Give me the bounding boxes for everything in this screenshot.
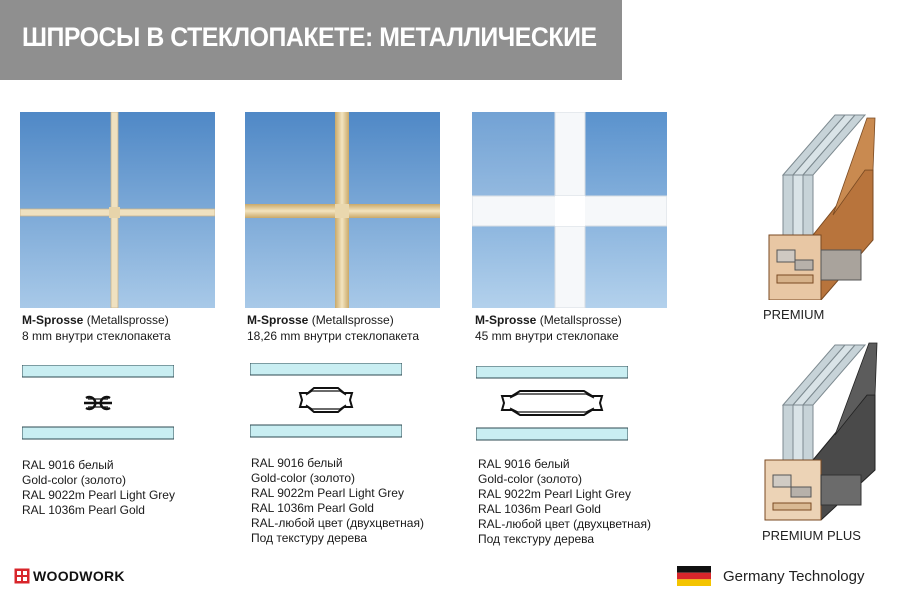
page-title: ШПРОСЫ В СТЕКЛОПАКЕТЕ: МЕТАЛЛИЧЕСКИЕ xyxy=(22,22,597,52)
color-option: RAL-любой цвет (двухцветная) xyxy=(478,517,651,531)
cross-section-8mm xyxy=(22,365,174,446)
color-option: Gold-color (золото) xyxy=(478,472,583,486)
title-banner xyxy=(0,0,622,80)
caption-18mm xyxy=(247,312,419,344)
color-option: Gold-color (золото) xyxy=(251,471,356,485)
caption-rest: (Metallsprosse) xyxy=(536,313,622,327)
germany-flag-icon xyxy=(677,566,711,586)
brand-name: WOODWORK xyxy=(33,568,125,584)
size-line: 18,26 mm внутри стеклопакета xyxy=(247,329,419,343)
color-option: RAL-любой цвет (двухцветная) xyxy=(251,516,424,530)
window-logo-icon xyxy=(14,568,30,584)
tagline: Germany Technology xyxy=(723,567,865,585)
sprosse-photo-8mm xyxy=(20,112,215,308)
color-option: Gold-color (золото) xyxy=(22,473,127,487)
color-option: RAL 9016 белый xyxy=(251,456,343,470)
window-profile-premium xyxy=(755,110,880,305)
caption-bold: M-Sprosse xyxy=(22,313,84,327)
color-option: Под текстуру дерева xyxy=(251,531,368,545)
product-label-premium-plus: PREMIUM PLUS xyxy=(762,528,861,543)
brand-logo xyxy=(14,568,125,584)
caption-bold: M-Sprosse xyxy=(475,313,537,327)
color-list-45mm xyxy=(478,457,651,547)
color-option: RAL 1036m Pearl Gold xyxy=(22,503,145,517)
caption-rest: (Metallsprosse) xyxy=(308,313,394,327)
size-line: 45 mm внутри стеклопаке xyxy=(475,329,619,343)
caption-8mm xyxy=(22,312,171,344)
color-list-8mm xyxy=(22,458,175,518)
sprosse-photo-45mm xyxy=(472,112,667,308)
size-line: 8 mm внутри стеклопакета xyxy=(22,329,171,343)
color-option: RAL 9016 белый xyxy=(478,457,570,471)
caption-45mm xyxy=(475,312,622,344)
cross-section-18mm xyxy=(250,363,402,444)
color-option: RAL 9022m Pearl Light Grey xyxy=(22,488,175,502)
caption-rest: (Metallsprosse) xyxy=(83,313,169,327)
color-option: RAL 9022m Pearl Light Grey xyxy=(478,487,631,501)
color-option: RAL 1036m Pearl Gold xyxy=(478,502,601,516)
color-option: RAL 9016 белый xyxy=(22,458,114,472)
color-option: Под текстуру дерева xyxy=(478,532,595,546)
product-label-premium: PREMIUM xyxy=(763,307,825,322)
cross-section-45mm xyxy=(476,366,628,447)
germany-technology xyxy=(677,566,864,586)
sprosse-photo-18mm xyxy=(245,112,440,308)
window-profile-premium-plus xyxy=(755,335,880,530)
caption-bold: M-Sprosse xyxy=(247,313,309,327)
color-option: RAL 9022m Pearl Light Grey xyxy=(251,486,404,500)
color-option: RAL 1036m Pearl Gold xyxy=(251,501,374,515)
color-list-18mm xyxy=(251,456,424,546)
